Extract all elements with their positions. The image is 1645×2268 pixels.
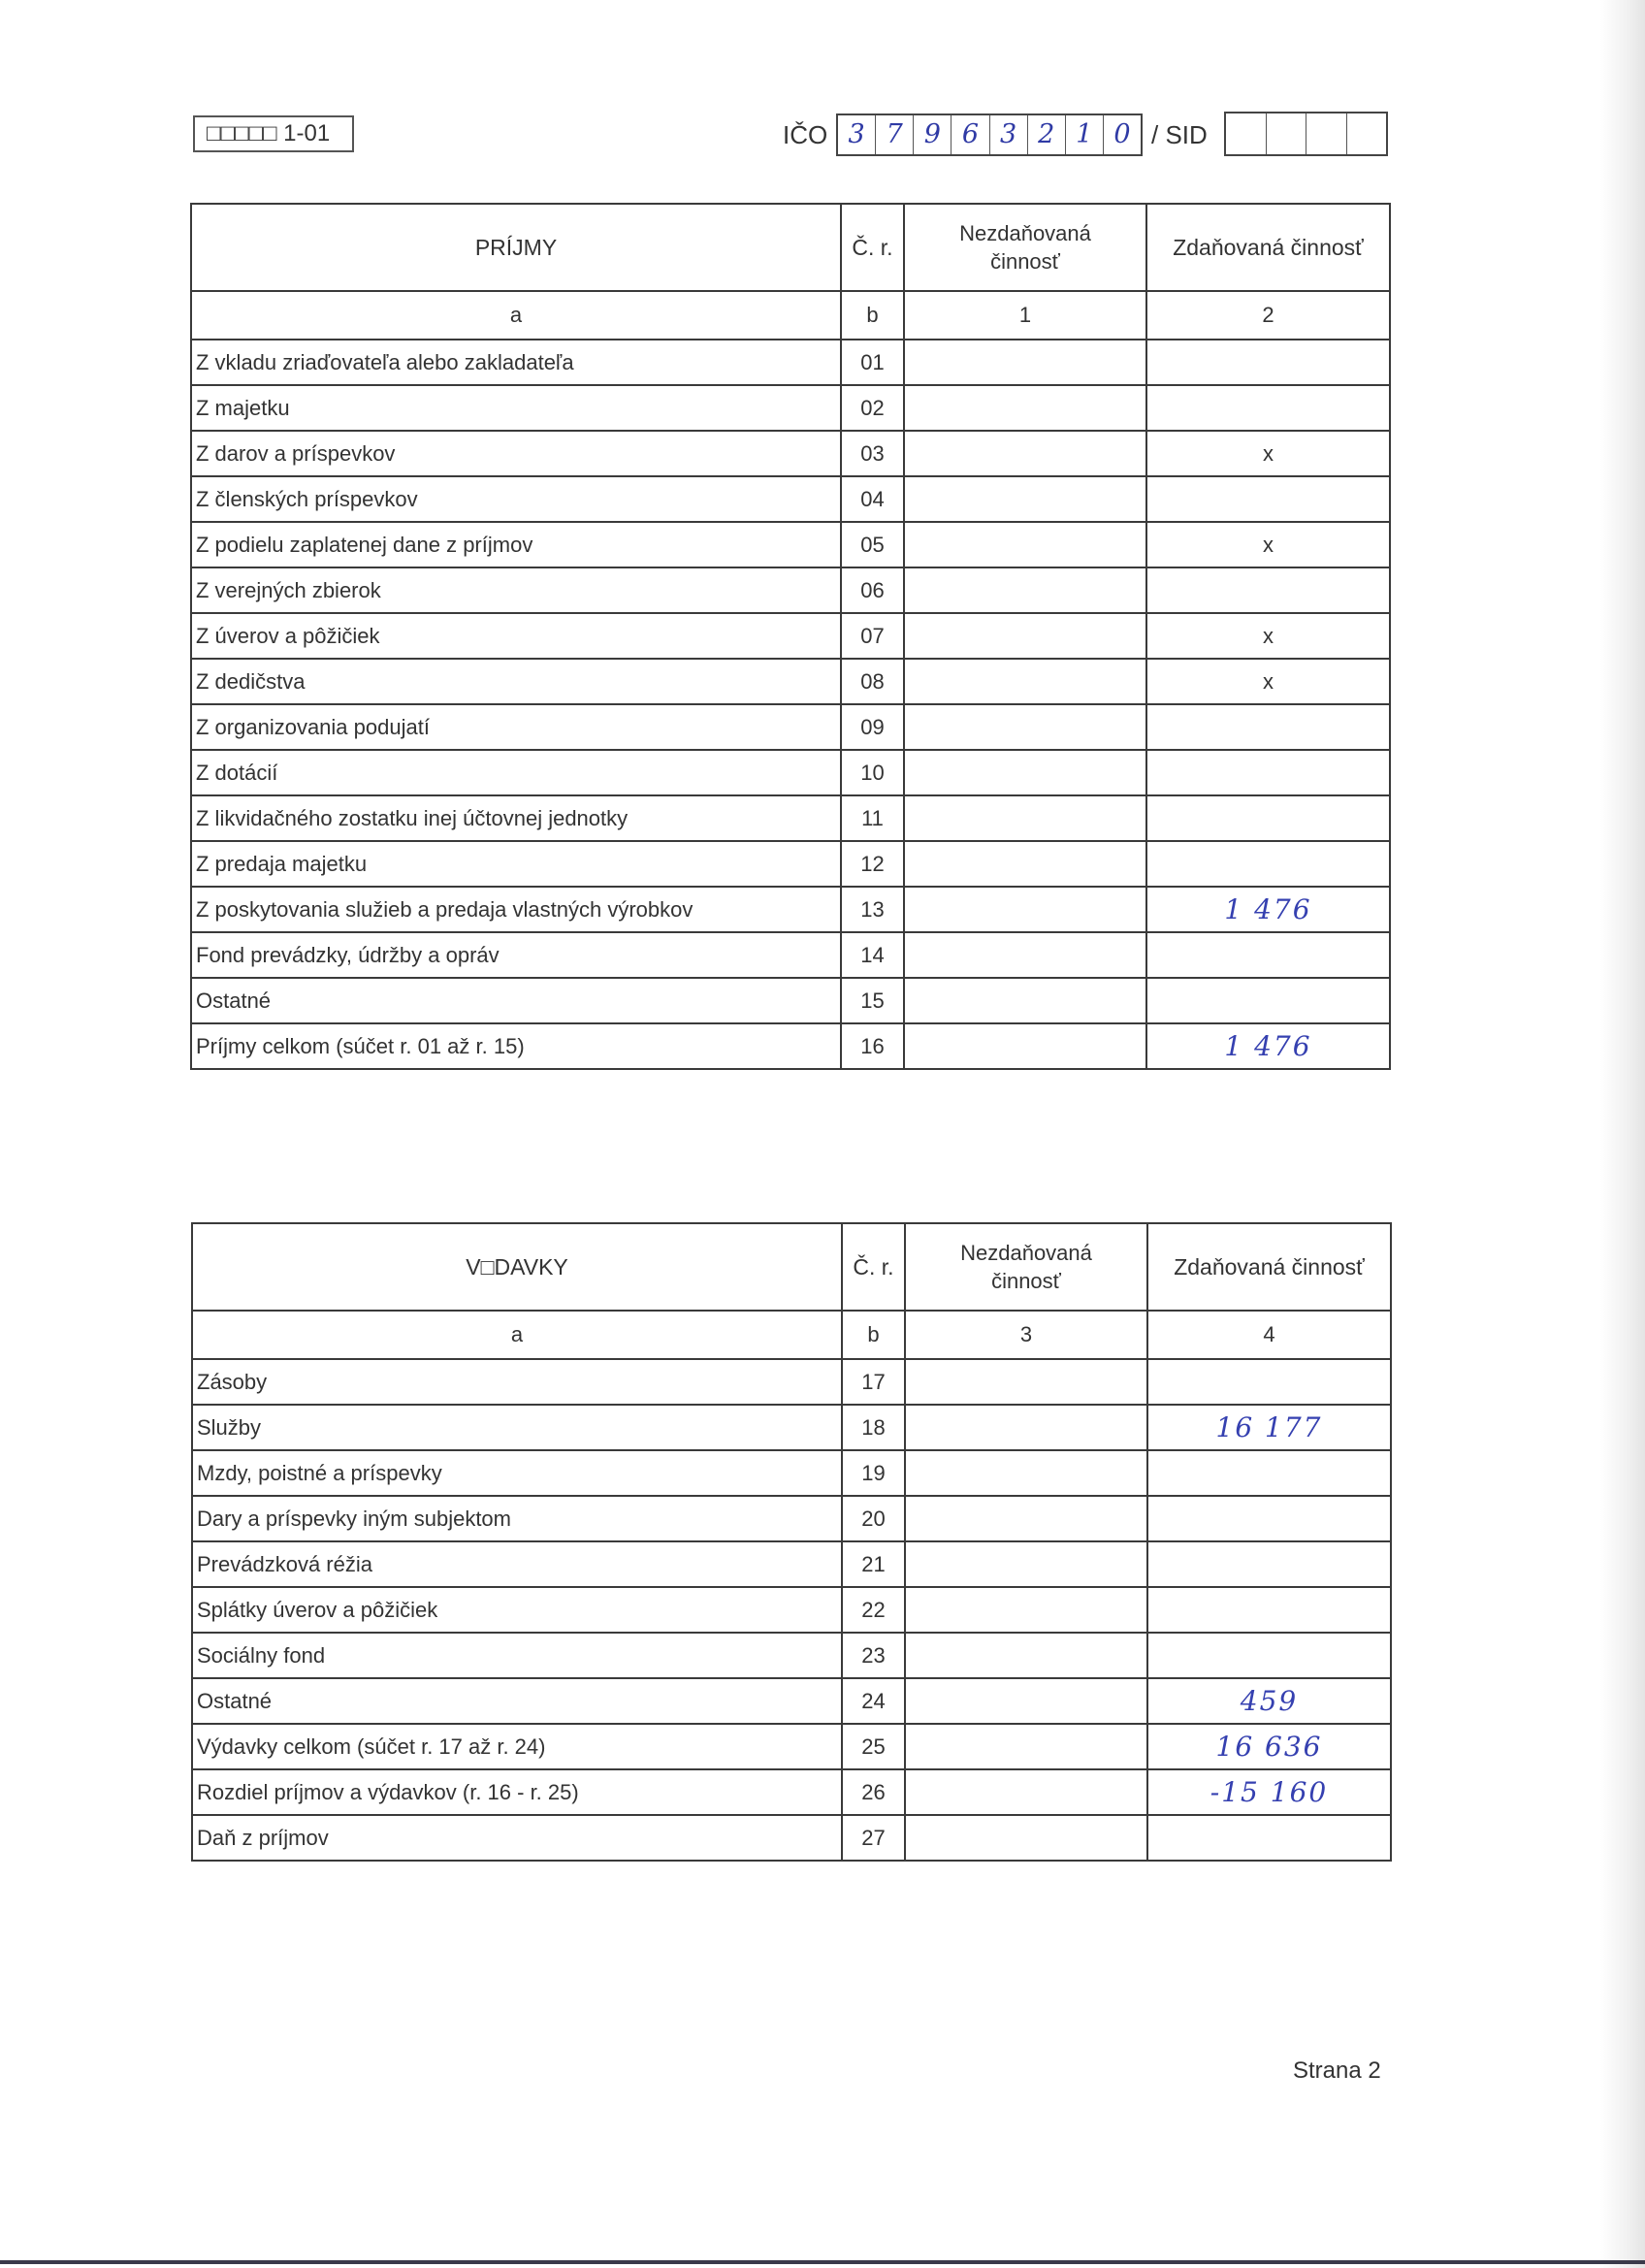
income-table <box>190 203 1391 1070</box>
row-label: Z poskytovania služieb a predaja vlastných výrobkov <box>191 887 841 932</box>
nontaxed-value-cell[interactable] <box>904 613 1146 659</box>
taxed-value-cell[interactable] <box>1146 932 1390 978</box>
sid-cell <box>1267 113 1307 154</box>
row-number: 16 <box>841 1023 904 1069</box>
row-number: 18 <box>842 1405 905 1450</box>
subheader-b: b <box>842 1311 905 1359</box>
nontaxed-value-cell[interactable] <box>904 750 1146 795</box>
nontaxed-value-cell[interactable] <box>905 1405 1147 1450</box>
taxed-value-cell[interactable]: 16 177 <box>1147 1405 1391 1450</box>
table-row <box>191 567 1390 613</box>
table-row <box>191 431 1390 476</box>
table-row <box>191 476 1390 522</box>
taxed-value-cell[interactable]: 1 476 <box>1146 887 1390 932</box>
row-label: Z dotácií <box>191 750 841 795</box>
nontaxed-value-cell[interactable] <box>905 1769 1147 1815</box>
sid-cell <box>1306 113 1347 154</box>
subheader-a: a <box>191 291 841 340</box>
taxed-value-cell[interactable] <box>1146 385 1390 431</box>
sid-label: / SID <box>1151 120 1208 149</box>
row-label: Z likvidačného zostatku inej účtovnej jednotky <box>191 795 841 841</box>
taxed-value-cell[interactable] <box>1146 750 1390 795</box>
sid-cell <box>1347 113 1387 154</box>
taxed-value-cell[interactable] <box>1146 795 1390 841</box>
table-row <box>191 385 1390 431</box>
nontaxed-value-cell[interactable] <box>904 1023 1146 1069</box>
row-label: Služby <box>192 1405 842 1450</box>
row-number: 27 <box>842 1815 905 1861</box>
income-header-row <box>191 204 1390 291</box>
nontaxed-value-cell[interactable] <box>904 795 1146 841</box>
row-number: 06 <box>841 567 904 613</box>
sid-field[interactable] <box>1224 112 1388 156</box>
row-label: Výdavky celkom (súčet r. 17 až r. 24) <box>192 1724 842 1769</box>
table-row <box>191 340 1390 385</box>
nontaxed-value-cell[interactable] <box>904 659 1146 704</box>
taxed-value-cell[interactable] <box>1147 1450 1391 1496</box>
row-number: 05 <box>841 522 904 567</box>
ico-digit: 3 <box>990 115 1028 154</box>
taxed-value-cell[interactable]: 16 636 <box>1147 1724 1391 1769</box>
row-label: Splátky úverov a pôžičiek <box>192 1587 842 1633</box>
row-number: 13 <box>841 887 904 932</box>
row-number: 25 <box>842 1724 905 1769</box>
row-number: 07 <box>841 613 904 659</box>
row-number: 09 <box>841 704 904 750</box>
subheader-col1: 3 <box>905 1311 1147 1359</box>
table-row <box>191 522 1390 567</box>
table-row <box>191 887 1390 932</box>
income-header-nontaxed-line1: Nezdaňovaná <box>959 221 1091 245</box>
row-label: Z úverov a pôžičiek <box>191 613 841 659</box>
nontaxed-value-cell[interactable] <box>905 1678 1147 1724</box>
scan-edge-shadow <box>1600 0 1645 2268</box>
nontaxed-value-cell[interactable] <box>904 431 1146 476</box>
table-row <box>192 1405 1391 1450</box>
nontaxed-value-cell[interactable] <box>904 932 1146 978</box>
nontaxed-value-cell[interactable] <box>904 704 1146 750</box>
expense-subheader-row <box>192 1311 1391 1359</box>
row-number: 23 <box>842 1633 905 1678</box>
expense-header-row-number: Č. r. <box>842 1223 905 1311</box>
expense-header-nontaxed-line2: činnosť <box>991 1269 1061 1293</box>
subheader-col1: 1 <box>904 291 1146 340</box>
taxed-value-cell[interactable] <box>1146 704 1390 750</box>
expense-header-nontaxed <box>905 1223 1147 1311</box>
table-row <box>192 1496 1391 1541</box>
income-header-row-number: Č. r. <box>841 204 904 291</box>
expense-body <box>192 1359 1391 1861</box>
ico-digit: 6 <box>952 115 989 154</box>
table-row <box>191 841 1390 887</box>
table-row <box>191 704 1390 750</box>
row-number: 12 <box>841 841 904 887</box>
taxed-value-cell[interactable]: 459 <box>1147 1678 1391 1724</box>
expense-header-taxed: Zdaňovaná činnosť <box>1147 1223 1391 1311</box>
taxed-value-cell[interactable]: x <box>1146 431 1390 476</box>
row-label: Fond prevádzky, údržby a opráv <box>191 932 841 978</box>
expense-header-nontaxed-line1: Nezdaňovaná <box>960 1241 1092 1265</box>
row-label: Zásoby <box>192 1359 842 1405</box>
nontaxed-value-cell[interactable] <box>905 1587 1147 1633</box>
nontaxed-value-cell[interactable] <box>904 887 1146 932</box>
row-label: Z majetku <box>191 385 841 431</box>
ico-digit: 0 <box>1113 119 1131 149</box>
taxed-value-cell[interactable]: x <box>1146 522 1390 567</box>
taxed-value-cell[interactable] <box>1146 476 1390 522</box>
row-number: 24 <box>842 1678 905 1724</box>
table-row <box>191 795 1390 841</box>
row-number: 20 <box>842 1496 905 1541</box>
nontaxed-value-cell[interactable] <box>904 385 1146 431</box>
row-number: 08 <box>841 659 904 704</box>
taxed-value-cell[interactable] <box>1146 567 1390 613</box>
taxed-value-cell[interactable] <box>1147 1541 1391 1587</box>
table-row <box>192 1359 1391 1405</box>
taxed-value-cell[interactable] <box>1147 1633 1391 1678</box>
row-label: Rozdiel príjmov a výdavkov (r. 16 - r. 25) <box>192 1769 842 1815</box>
table-row <box>192 1724 1391 1769</box>
table-row <box>192 1633 1391 1678</box>
row-label: Príjmy celkom (súčet r. 01 až r. 15) <box>191 1023 841 1069</box>
scan-bottom-border <box>0 2260 1645 2264</box>
table-row <box>191 750 1390 795</box>
table-row <box>192 1541 1391 1587</box>
row-number: 04 <box>841 476 904 522</box>
subheader-a: a <box>192 1311 842 1359</box>
row-number: 21 <box>842 1541 905 1587</box>
income-header-label: PRÍJMY <box>191 204 841 291</box>
row-label: Z darov a príspevkov <box>191 431 841 476</box>
ico-field[interactable] <box>836 113 1143 156</box>
row-label: Sociálny fond <box>192 1633 842 1678</box>
ico-label: IČO <box>783 120 828 149</box>
table-row <box>191 1023 1390 1069</box>
subheader-col2: 4 <box>1147 1311 1391 1359</box>
table-row <box>191 613 1390 659</box>
taxed-value-cell[interactable]: x <box>1146 613 1390 659</box>
ico-digit: 2 <box>1028 115 1066 154</box>
taxed-value-cell[interactable] <box>1147 1496 1391 1541</box>
row-number: 14 <box>841 932 904 978</box>
page-number: Strana 2 <box>1293 2057 1381 2084</box>
taxed-value-cell[interactable] <box>1146 340 1390 385</box>
nontaxed-value-cell[interactable] <box>905 1633 1147 1678</box>
row-number: 26 <box>842 1769 905 1815</box>
expense-header-row <box>192 1223 1391 1311</box>
row-label: Ostatné <box>191 978 841 1023</box>
row-label: Z vkladu zriaďovateľa alebo zakladateľa <box>191 340 841 385</box>
nontaxed-value-cell[interactable] <box>904 567 1146 613</box>
nontaxed-value-cell[interactable] <box>905 1541 1147 1587</box>
row-number: 22 <box>842 1587 905 1633</box>
expense-table <box>191 1222 1392 1862</box>
taxed-value-cell[interactable] <box>1146 841 1390 887</box>
taxed-value-cell[interactable] <box>1147 1359 1391 1405</box>
income-header-nontaxed <box>904 204 1146 291</box>
row-number: 03 <box>841 431 904 476</box>
nontaxed-value-cell[interactable] <box>905 1815 1147 1861</box>
nontaxed-value-cell[interactable] <box>904 841 1146 887</box>
table-row <box>191 932 1390 978</box>
row-number: 11 <box>841 795 904 841</box>
nontaxed-value-cell[interactable] <box>905 1359 1147 1405</box>
ico-digit: 9 <box>914 115 952 154</box>
row-number: 10 <box>841 750 904 795</box>
taxed-value-cell[interactable] <box>1146 978 1390 1023</box>
row-number: 17 <box>842 1359 905 1405</box>
row-number: 01 <box>841 340 904 385</box>
row-label: Ostatné <box>192 1678 842 1724</box>
row-label: Z verejných zbierok <box>191 567 841 613</box>
nontaxed-value-cell[interactable] <box>905 1450 1147 1496</box>
row-label: Z podielu zaplatenej dane z príjmov <box>191 522 841 567</box>
row-number: 02 <box>841 385 904 431</box>
row-number: 19 <box>842 1450 905 1496</box>
nontaxed-value-cell[interactable] <box>905 1724 1147 1769</box>
row-label: Prevádzková réžia <box>192 1541 842 1587</box>
subheader-b: b <box>841 291 904 340</box>
sid-cell <box>1226 113 1267 154</box>
table-row <box>192 1815 1391 1861</box>
table-row <box>192 1769 1391 1815</box>
row-label: Dary a príspevky iným subjektom <box>192 1496 842 1541</box>
taxed-value-cell[interactable]: 1 476 <box>1146 1023 1390 1069</box>
expense-header-label: V□DAVKY <box>192 1223 842 1311</box>
nontaxed-value-cell[interactable] <box>904 340 1146 385</box>
taxed-value-cell[interactable]: x <box>1146 659 1390 704</box>
nontaxed-value-cell[interactable] <box>905 1496 1147 1541</box>
table-row <box>192 1450 1391 1496</box>
income-header-taxed: Zdaňovaná činnosť <box>1146 204 1390 291</box>
table-row <box>192 1678 1391 1724</box>
row-label: Z členských príspevkov <box>191 476 841 522</box>
table-row <box>191 978 1390 1023</box>
income-subheader-row <box>191 291 1390 340</box>
row-label: Mzdy, poistné a príspevky <box>192 1450 842 1496</box>
ico-digit: 3 <box>838 115 876 154</box>
row-label: Z organizovania podujatí <box>191 704 841 750</box>
income-body <box>191 340 1390 1069</box>
row-label: Daň z príjmov <box>192 1815 842 1861</box>
form-code-box: □□□□□ 1-01 <box>193 115 354 152</box>
row-label: Z predaja majetku <box>191 841 841 887</box>
table-row <box>192 1587 1391 1633</box>
subheader-col2: 2 <box>1146 291 1390 340</box>
nontaxed-value-cell[interactable] <box>904 978 1146 1023</box>
taxed-value-cell[interactable]: -15 160 <box>1147 1769 1391 1815</box>
taxed-value-cell[interactable] <box>1147 1587 1391 1633</box>
table-row <box>191 659 1390 704</box>
nontaxed-value-cell[interactable] <box>904 522 1146 567</box>
nontaxed-value-cell[interactable] <box>904 476 1146 522</box>
ico-digit: 7 <box>876 115 914 154</box>
row-number: 15 <box>841 978 904 1023</box>
taxed-value-cell[interactable] <box>1147 1815 1391 1861</box>
ico-digit: 1 <box>1066 115 1104 154</box>
income-header-nontaxed-line2: činnosť <box>990 249 1060 274</box>
row-label: Z dedičstva <box>191 659 841 704</box>
